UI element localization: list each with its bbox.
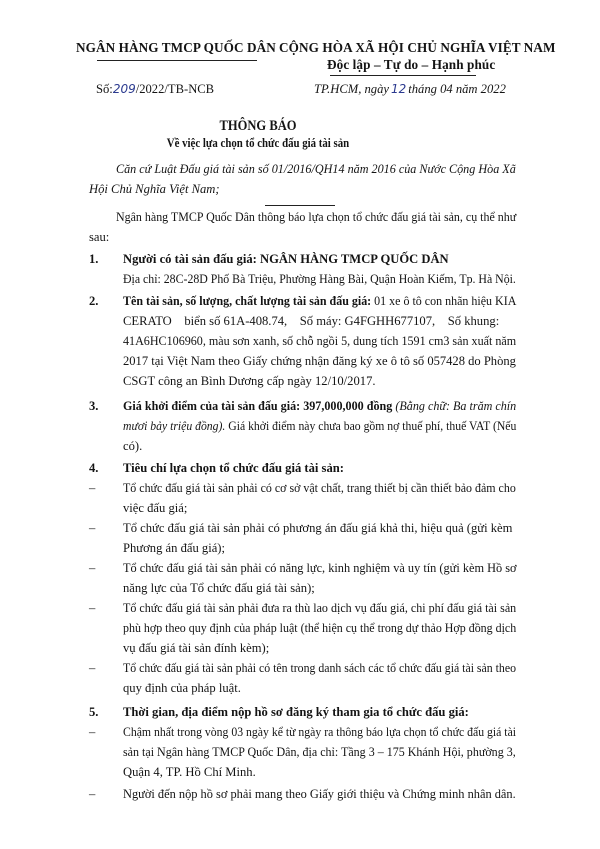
date-day-handwritten: 12 (390, 82, 407, 96)
doc-number-handwritten: 209 (112, 82, 136, 96)
bullet-dash: – (89, 521, 96, 535)
org-underline (97, 60, 257, 61)
section-2-line-4: 2017 tại Việt Nam theo Giấy chứng nhận đăng ký xe ô tô số 057428 do Phòng (123, 354, 516, 368)
bullet-dash: – (89, 661, 96, 675)
section-2-line-1-rest: 01 xe ô tô con nhãn hiệu KIA (371, 294, 517, 308)
section-5-bullet-2-line-1: Người đến nộp hồ sơ phải mang theo Giấy giới thiệu và Chứng minh nhân dân. (123, 787, 516, 801)
section-3-amount-words-2: mươi bảy triệu đồng). (123, 419, 226, 433)
section-2-line-5: CSGT công an Bình Dương cấp ngày 12/10/2017. (123, 374, 376, 388)
section-4-bullet-1-line-2: việc đấu giá; (123, 501, 188, 515)
section-1-address: Địa chỉ: 28C-28D Phố Bà Triệu, Phường Hàng Bài, Quận Hoàn Kiếm, Tp. Hà Nội. (123, 272, 516, 286)
national-title: CỘNG HÒA XÃ HỘI CHỦ NGHĨA VIỆT NAM (279, 40, 556, 55)
section-4-bullet-5-line-1: Tổ chức đấu giá tài sản phải có tên trong danh sách các tổ chức đấu giá tài sản theo (123, 661, 516, 675)
section-1-number: 1. (89, 252, 99, 266)
section-3-line-2 (123, 417, 516, 437)
section-4-bullet-4-line-1: Tổ chức đấu giá tài sản phải đưa ra thù lao dịch vụ đấu giá, chi phí đấu giá tài sản (123, 601, 517, 615)
section-5-bullet-1-line-3: Quận 4, TP. Hồ Chí Minh. (123, 765, 256, 779)
section-2-heading: Tên tài sản, số lượng, chất lượng tài sản đấu giá: (123, 294, 372, 308)
basis-line-1: Căn cứ Luật Đấu giá tài sản số 01/2016/QH14 năm 2016 của Nước Cộng Hòa Xã (116, 162, 516, 176)
doc-number-prefix: Số: (96, 82, 113, 96)
section-3-number: 3. (89, 399, 99, 413)
date-prefix: TP.HCM, ngày (314, 82, 389, 96)
document-date (314, 80, 506, 100)
section-4-bullet-3-line-2: năng lực của Tổ chức đấu giá tài sản); (123, 581, 315, 595)
section-4-bullet-4-line-2: phù hợp theo quy định của pháp luật (thể hiện cụ thể trong dự thảo Hợp đồng dịch (123, 621, 517, 635)
bullet-dash: – (89, 601, 96, 615)
section-4-bullet-2-line-1: Tổ chức đấu giá tài sản phải có phương án đấu giá khả thi, hiệu quả (gửi kèm (123, 521, 513, 535)
section-2-number: 2. (89, 294, 99, 308)
section-3-line-1 (123, 397, 516, 417)
section-4-bullet-3-line-1: Tổ chức đấu giá tài sản phải có năng lực, kinh nghiệm và uy tín (gửi kèm Hồ sơ (123, 561, 517, 575)
doc-number-suffix: /2022/TB-NCB (135, 82, 215, 96)
section-1-heading: Người có tài sản đấu giá: NGÂN HÀNG TMCP QUỐC DÂN (123, 252, 449, 266)
basis-line-2: Hội Chủ Nghĩa Việt Nam; (89, 182, 220, 196)
intro-line-1: Ngân hàng TMCP Quốc Dân thông báo lựa chọn tổ chức đấu giá tài sản, cụ thể như (116, 210, 517, 224)
section-3-heading: Giá khởi điểm của tài sản đấu giá: 397,000,000 đồng (123, 399, 393, 413)
section-3-line-2-rest: Giá khởi điểm này chưa bao gồm nợ thuế phí, thuế VAT (Nếu (225, 419, 517, 433)
divider (265, 205, 335, 206)
section-2-line-1 (123, 292, 516, 312)
motto-underline (330, 75, 476, 76)
section-4-bullet-4-line-3: vụ đấu giá tài sản đính kèm); (123, 641, 270, 655)
document-number (96, 80, 214, 100)
intro-line-2: sau: (89, 230, 110, 244)
section-5-heading: Thời gian, địa điểm nộp hồ sơ đăng ký tham gia tổ chức đấu giá: (123, 705, 469, 719)
section-2-line-2: CERATO biển số 61A-408.74, Số máy: G4FGHH677107, Số khung: (123, 314, 500, 328)
doc-subtitle: Về việc lựa chọn tổ chức đấu giá tài sản (166, 136, 350, 150)
bullet-dash: – (89, 561, 96, 575)
motto: Độc lập – Tự do – Hạnh phúc (327, 57, 496, 72)
section-4-number: 4. (89, 461, 99, 475)
section-4-bullet-1-line-1: Tổ chức đấu giá tài sản phải có cơ sở vật chất, trang thiết bị cần thiết bảo đảm cho (123, 481, 516, 495)
section-3-line-3: có). (123, 439, 143, 453)
section-3-amount-words-1: (Bằng chữ: Ba trăm chín (392, 399, 517, 413)
doc-title: THÔNG BÁO (219, 118, 297, 134)
section-2-line-3: 41A6HC106960, màu sơn xanh, số chỗ ngồi 5, dung tích 1591 cm3 sản xuất năm (123, 334, 517, 348)
section-5-number: 5. (89, 705, 99, 719)
bullet-dash: – (89, 787, 96, 801)
section-4-heading: Tiêu chí lựa chọn tổ chức đấu giá tài sản: (123, 461, 344, 475)
section-4-bullet-2-line-2: Phương án đấu giá); (123, 541, 225, 555)
org-name: NGÂN HÀNG TMCP QUỐC DÂN (76, 40, 276, 55)
section-5-bullet-1-line-1: Chậm nhất trong vòng 03 ngày kể từ ngày ra thông báo lựa chọn tổ chức đấu giá tài (123, 725, 517, 739)
bullet-dash: – (89, 725, 96, 739)
section-4-bullet-5-line-2: quy định của pháp luật. (123, 681, 241, 695)
date-suffix: tháng 04 năm 2022 (408, 82, 506, 96)
section-5-bullet-1-line-2: sản tại Ngân hàng TMCP Quốc Dân, địa chỉ: Tầng 3 – 175 Khánh Hội, phường 3, (123, 745, 516, 759)
bullet-dash: – (89, 481, 96, 495)
